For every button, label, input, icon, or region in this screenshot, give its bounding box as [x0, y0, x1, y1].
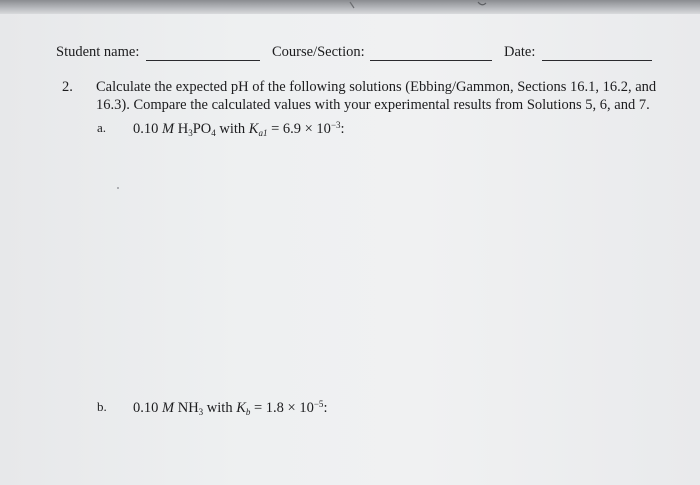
part-a-statement	[133, 120, 345, 138]
question-text: Calculate the expected pH of the following solutions (Ebbing/Gammon, Sections 16.1, 16.2, and 16.3). Compare the calculated values with your experimental results from Solutions 5, 6, and 7.	[96, 79, 657, 113]
part-a-formula: $H_3PO_4$	[177, 121, 216, 138]
stray-mark	[117, 187, 119, 189]
part-a-unit: M	[162, 121, 175, 137]
part-b-constant: $K_b = 1.8 \times 10^{-5}$:	[236, 399, 328, 417]
part-b-label: b.	[97, 399, 107, 414]
part-a-conc: 0.10	[133, 121, 159, 137]
student-name-field[interactable]	[146, 46, 260, 61]
part-b-unit: M	[162, 400, 175, 416]
part-b-statement	[133, 399, 327, 417]
question-number: 2.	[62, 79, 73, 95]
date-field[interactable]	[542, 46, 652, 61]
student-info-row	[56, 44, 656, 64]
part-a-with: with	[219, 121, 246, 137]
part-b-formula: $NH_3$	[177, 400, 204, 417]
part-a-constant: $K_{a1} = 6.9 \times 10^{-3}$:	[248, 120, 345, 138]
part-b-with: with	[206, 400, 233, 416]
page-edge-marks	[0, 0, 700, 14]
date-label: Date:	[504, 44, 536, 60]
course-section-field[interactable]	[370, 46, 492, 61]
course-section-label: Course/Section:	[272, 44, 365, 60]
part-a-label: a.	[97, 120, 107, 135]
student-name-label: Student name:	[56, 44, 140, 60]
part-b-conc: 0.10	[133, 400, 159, 416]
